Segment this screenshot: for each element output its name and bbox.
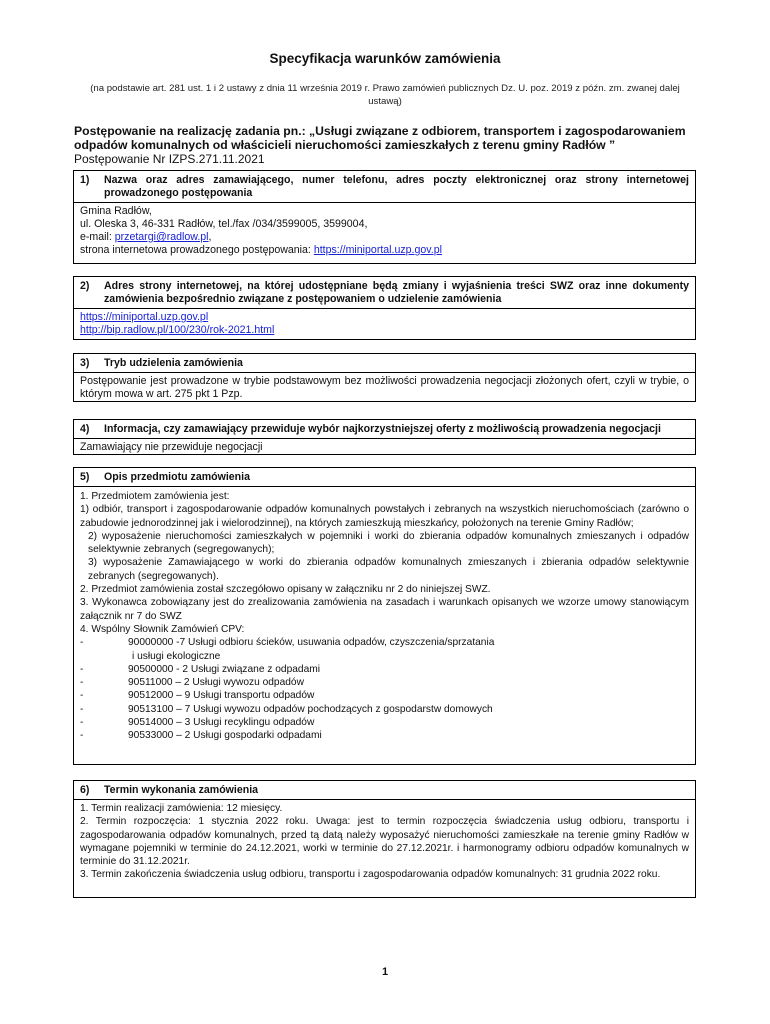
cpv-heading: 4. Wspólny Słownik Zamówień CPV: xyxy=(80,623,245,635)
cpv-row: - 90513100 – 7 Usługi wywozu odpadów pochodzących z gospodarstw domowych xyxy=(80,703,493,715)
section-2-body xyxy=(74,309,695,339)
section-number: 5) xyxy=(80,471,90,483)
legal-basis-note: (na podstawie art. 281 ust. 1 i 2 ustawy z dnia 11 września 2019 r. Prawo zamówień publicznych Dz. U. poz. 2019 z późn. zm. zwanej dalej ustawą) xyxy=(90,83,680,107)
subject-intro: 1. Przedmiotem zamówienia jest: xyxy=(80,491,230,502)
subject-point-3: 3. Wykonawca zobowiązany jest do zrealizowania zamówienia na zasadach i warunkach opisanych we wzorze umowy stanowiącym załącznik nr 7 do SWZ xyxy=(80,597,689,622)
section-heading: Opis przedmiotu zamówienia xyxy=(104,471,250,483)
subject-item-2: 2) wyposażenie nieruchomości zamieszkałych w pojemniki i worki do zbierania odpadów komunalnych zmieszanych i odpadów selektywnie zebranych (segregowanych); xyxy=(88,530,689,556)
section-4-body: Zamawiający nie przewiduje negocjacji xyxy=(80,441,263,453)
contracting-authority-address: ul. Oleska 3, 46-331 Radłów, tel./fax /034/3599005, 3599004, xyxy=(80,218,368,230)
section-3-body: Postępowanie jest prowadzone w trybie podstawowym bez możliwości prowadzenia negocjacji złożonych ofert, czyli w trybie, o którym mowa w art. 275 pkt 1 Pzp. xyxy=(80,375,689,400)
subject-item-1: 1) odbiór, transport i zagospodarowanie odpadów komunalnych powstałych i zebranych na wszystkich nieruchomościach (zarówno o zabudowie jednorodzinnej jak i wielorodzinnej), na których zamieszkują mieszkańcy, położonych na terenie Gminy Radłów; xyxy=(80,504,689,529)
email-suffix: , xyxy=(208,231,212,243)
section-number: 3) xyxy=(80,357,90,369)
website-link[interactable]: https://miniportal.uzp.gov.pl xyxy=(313,244,442,256)
section-heading: Informacja, czy zamawiający przewiduje wybór najkorzystniejszej oferty z możliwością prowadzenia negocjacji xyxy=(104,423,661,435)
website-line xyxy=(80,244,689,257)
term-point-2: 2. Termin rozpoczęcia: 1 stycznia 2022 roku. Uwaga: jest to termin rozpoczęcia świadczenia usług odbioru, transportu i zagospodarowania odpadów komunalnych, przed tą datą należy wyposażyć nieruchomości zamieszkałe na terenie gminy Radłów w wymagane pojemniki w terminie do 24.12.2021, worki w terminie do 27.12.2021r. i harmonogramy odbioru odpadów komunalnych w terminie do 31.12.2021r. xyxy=(80,816,689,868)
procedure-number: Postępowanie Nr IZPS.271.11.2021 xyxy=(74,152,265,166)
section-5-body xyxy=(74,487,695,745)
email-link[interactable]: przetargi@radlow.pl xyxy=(114,231,209,243)
section-4-header xyxy=(74,420,695,439)
section-1-box xyxy=(73,170,696,264)
section-heading: Tryb udzielenia zamówienia xyxy=(104,357,243,369)
email-line xyxy=(80,231,689,244)
section-number: 1) xyxy=(80,174,90,186)
section-heading: Nazwa oraz adres zamawiającego, numer telefonu, adres poczty elektronicznej oraz strony internetowej prowadzonego postępowania xyxy=(104,174,689,199)
cpv-row: - 90514000 – 3 Usługi recyklingu odpadów xyxy=(80,717,315,729)
section-5-box xyxy=(73,467,696,765)
section-2-header xyxy=(74,277,695,309)
cpv-row: i usługi ekologiczne xyxy=(132,650,221,662)
email-prefix: e-mail: xyxy=(80,231,115,243)
cpv-row: - 90512000 – 9 Usługi transportu odpadów xyxy=(80,690,315,702)
cpv-list xyxy=(80,636,689,742)
section-5-header xyxy=(74,468,695,487)
term-point-3: 3. Termin zakończenia świadczenia usług odbioru, transportu i zagospodarowania odpadów komunalnych: 31 grudnia 2022 roku. xyxy=(80,869,661,881)
section-6-body xyxy=(74,800,695,884)
document-title: Specyfikacja warunków zamówienia xyxy=(269,51,501,66)
cpv-row: - 90000000 -7 Usługi odbioru ścieków, usuwania odpadów, czyszczenia/sprzatania xyxy=(80,637,495,649)
section-heading: Termin wykonania zamówienia xyxy=(104,784,259,796)
section-6-header xyxy=(74,781,695,800)
section-number: 2) xyxy=(80,280,90,292)
section-3-box xyxy=(73,353,696,402)
contracting-authority-name: Gmina Radłów, xyxy=(80,205,152,217)
cpv-row: - 90511000 – 2 Usługi wywozu odpadów xyxy=(80,677,304,689)
section-1-header xyxy=(74,171,695,203)
section-3-header xyxy=(74,354,695,373)
procedure-name: Postępowanie na realizację zadania pn.: „Usługi związane z odbiorem, transportem i zagospodarowaniem odpadów komunalnych od właścicieli nieruchomości zamieszkałych z terenu gminy Radłów ” xyxy=(74,124,686,152)
section-1-body xyxy=(74,203,695,259)
bip-link[interactable]: http://bip.radlow.pl/100/230/rok-2021.html xyxy=(80,324,275,336)
cpv-row: - 90533000 – 2 Usługi gospodarki odpadami xyxy=(80,730,322,742)
subject-point-2: 2. Przedmiot zamówienia został szczegółowo opisany w załączniku nr 2 do niniejszej SWZ. xyxy=(80,584,491,596)
section-number: 6) xyxy=(80,784,90,796)
page-number: 1 xyxy=(381,966,389,978)
subject-item-3: 3) wyposażenie Zamawiającego w worki do zbierania odpadów komunalnych zmieszanych i zbierania odpadów selektywnie zebranych (segregowanych). xyxy=(88,557,689,582)
term-point-1: 1. Termin realizacji zamówienia: 12 miesięcy. xyxy=(80,803,283,814)
section-heading: Adres strony internetowej, na której udostępniane będą zmiany i wyjaśnienia treści SWZ oraz inne dokumenty zamówienia bezpośrednio związane z postępowaniem o udzielenie zamówienia xyxy=(104,280,689,305)
section-6-box xyxy=(73,780,696,898)
section-4-box xyxy=(73,419,696,455)
miniportal-link[interactable]: https://miniportal.uzp.gov.pl xyxy=(80,311,209,323)
cpv-row: - 90500000 - 2 Usługi związane z odpadami xyxy=(80,663,320,675)
section-2-box xyxy=(73,276,696,340)
section-number: 4) xyxy=(80,423,90,435)
website-prefix: strona internetowa prowadzonego postępowania: xyxy=(80,244,314,256)
